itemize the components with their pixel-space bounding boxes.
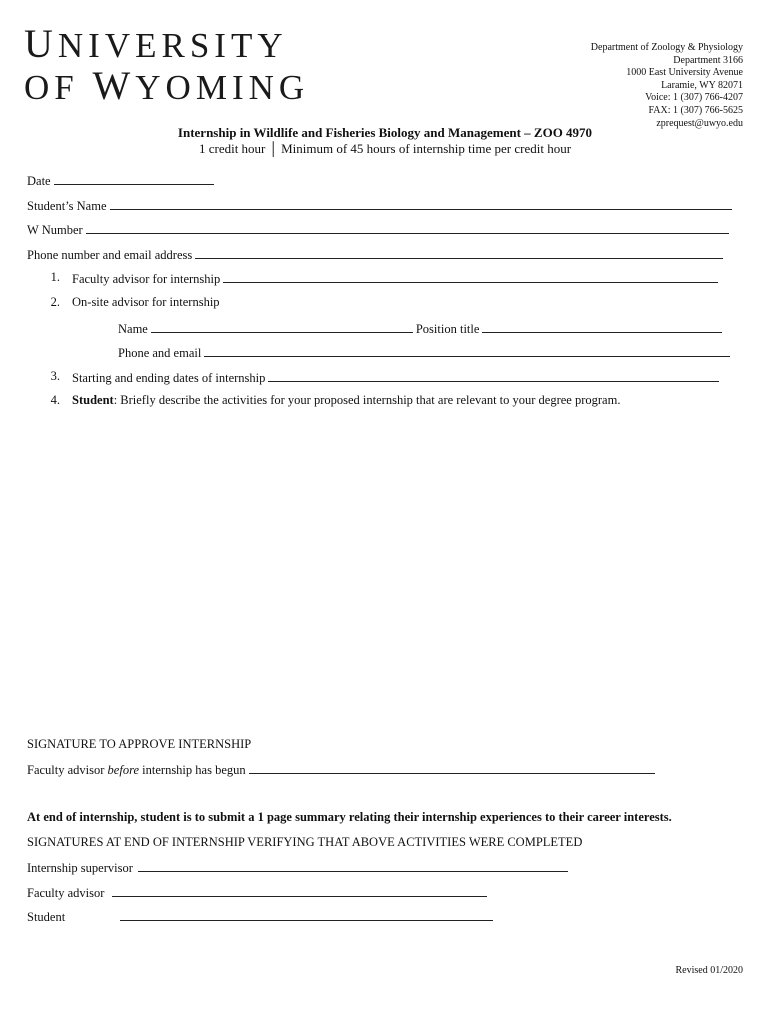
form-title: Internship in Wildlife and Fisheries Biology and Management – ZOO 4970 bbox=[177, 125, 593, 140]
end-faculty-label: Faculty advisor bbox=[27, 886, 105, 900]
date-blank[interactable] bbox=[54, 172, 214, 185]
logo-university-rest: NIVERSITY bbox=[57, 26, 288, 65]
logo-line-2 bbox=[24, 63, 310, 108]
onsite-name-blank[interactable] bbox=[151, 320, 413, 333]
student-signature-label: Student bbox=[27, 910, 66, 924]
dates-field bbox=[72, 369, 719, 387]
approval-faculty-field bbox=[27, 761, 655, 779]
student-bold-label: Student bbox=[72, 393, 114, 407]
end-faculty-blank[interactable] bbox=[112, 884, 487, 897]
w-number-label: W Number bbox=[27, 223, 83, 237]
approval-heading: SIGNATURE TO APPROVE INTERNSHIP bbox=[27, 737, 252, 751]
phone-email-field bbox=[27, 246, 723, 264]
dept-line: 1000 East University Avenue bbox=[626, 67, 743, 79]
dept-line: Voice: 1 (307) 766-4207 bbox=[645, 92, 743, 104]
supervisor-field bbox=[27, 859, 568, 877]
supervisor-blank[interactable] bbox=[138, 859, 568, 872]
approval-signature-blank[interactable] bbox=[249, 761, 655, 774]
item-number-4: 4. bbox=[50, 393, 60, 407]
phone-email-label: Phone number and email address bbox=[27, 248, 193, 262]
faculty-advisor-field bbox=[72, 270, 718, 288]
dept-line: FAX: 1 (307) 766-5625 bbox=[648, 104, 743, 116]
faculty-advisor-label: Faculty advisor for internship bbox=[72, 272, 221, 286]
student-signature-blank[interactable] bbox=[120, 908, 493, 921]
approval-before-italic: before bbox=[107, 763, 140, 777]
date-field bbox=[27, 172, 214, 190]
item-number-2: 2. bbox=[50, 295, 60, 309]
approval-faculty-prefix: Faculty advisor bbox=[27, 763, 108, 777]
dept-line: Laramie, WY 82071 bbox=[661, 79, 743, 91]
form-subtitle: 1 credit hour │ Minimum of 45 hours of internship time per credit hour bbox=[198, 141, 572, 156]
describe-text: : Briefly describe the activities for your proposed internship that are relevant to your degree program. bbox=[113, 393, 621, 407]
phone-email-blank[interactable] bbox=[195, 246, 723, 259]
university-logo bbox=[24, 21, 310, 108]
position-title-blank[interactable] bbox=[482, 320, 722, 333]
onsite-name-field bbox=[118, 320, 722, 338]
student-name-label: Student’s Name bbox=[27, 199, 107, 213]
item-number-1: 1. bbox=[50, 270, 60, 284]
dept-line: Department 3166 bbox=[673, 54, 743, 66]
revised-date: Revised 01/2020 bbox=[675, 965, 743, 976]
onsite-name-label: Name bbox=[118, 322, 148, 336]
w-number-blank[interactable] bbox=[86, 221, 729, 234]
student-name-blank[interactable] bbox=[110, 197, 732, 210]
supervisor-label: Internship supervisor bbox=[27, 861, 133, 875]
position-title-label: Position title bbox=[415, 322, 480, 336]
logo-wyoming-initial: W bbox=[92, 63, 136, 108]
student-signature-field bbox=[27, 908, 493, 926]
faculty-advisor-blank[interactable] bbox=[223, 270, 718, 283]
onsite-phone-email-label: Phone and email bbox=[118, 346, 202, 360]
summary-note: At end of internship, student is to submit a 1 page summary relating their internship experiences to their career interests. bbox=[27, 810, 672, 824]
onsite-advisor-label: On-site advisor for internship bbox=[72, 295, 220, 309]
end-signatures-heading: SIGNATURES AT END OF INTERNSHIP VERIFYING THAT ABOVE ACTIVITIES WERE COMPLETED bbox=[27, 835, 583, 849]
item-number-3: 3. bbox=[50, 369, 60, 383]
end-faculty-field bbox=[27, 884, 487, 902]
department-address bbox=[591, 42, 743, 130]
describe-activities bbox=[72, 393, 620, 408]
dept-line: Department of Zoology & Physiology bbox=[590, 42, 743, 53]
description-area[interactable] bbox=[72, 418, 742, 718]
dates-blank[interactable] bbox=[268, 369, 719, 382]
dept-email: zprequest@uwyo.edu bbox=[656, 117, 743, 129]
w-number-field bbox=[27, 221, 729, 239]
onsite-phone-email-field bbox=[118, 344, 730, 362]
onsite-phone-email-blank[interactable] bbox=[204, 344, 730, 357]
student-name-field bbox=[27, 197, 732, 215]
logo-line-1: UNIVERSITY bbox=[24, 21, 288, 66]
dates-label: Starting and ending dates of internship bbox=[72, 371, 266, 385]
logo-wyoming-rest: YOMING bbox=[135, 68, 310, 107]
approval-faculty-suffix: internship has begun bbox=[139, 763, 246, 777]
logo-of-text: OF bbox=[24, 68, 93, 107]
date-label: Date bbox=[27, 174, 51, 188]
